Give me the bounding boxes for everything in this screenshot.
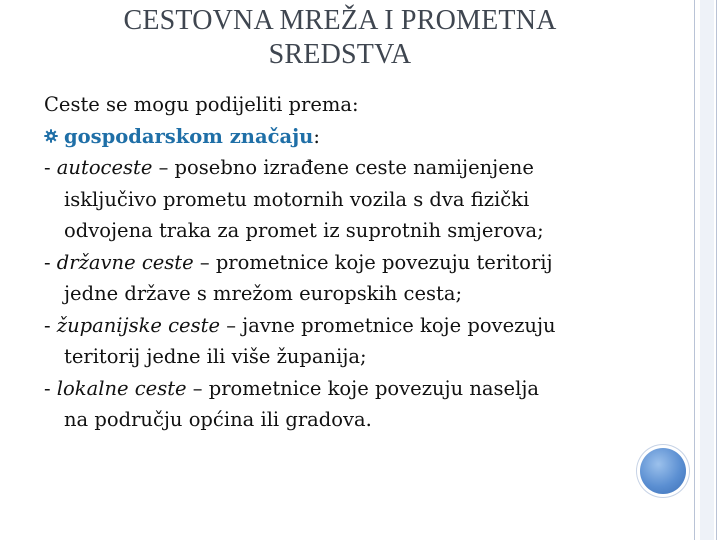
bullet-item	[44, 121, 644, 153]
slide-body	[44, 89, 644, 436]
right-margin-band	[700, 0, 714, 540]
item-dash: -	[44, 376, 57, 400]
item-text: – javne prometnice koje povezuju	[220, 313, 556, 337]
intro-text: Ceste se mogu podijeliti prema:	[44, 93, 359, 116]
list-item	[44, 152, 644, 184]
item-continuation: na području općina ili gradova.	[64, 408, 372, 431]
item-text: – prometnice koje povezuju teritorij	[193, 250, 553, 274]
item-dash: -	[44, 250, 57, 274]
slide-title	[40, 4, 640, 72]
item-continuation: jedne države s mrežom europskih cesta;	[64, 282, 463, 305]
bullet-label: gospodarskom značaju	[64, 124, 314, 148]
item-text: – prometnice koje povezuju naselja	[186, 376, 540, 400]
item-text: – posebno izrađene ceste namijenjene	[152, 156, 534, 179]
right-rule-line	[716, 0, 717, 540]
item-continuation: isključivo prometu motornih vozila s dva fizički	[64, 187, 530, 211]
title-line-1: CESTOVNA MREŽA I PROMETNA	[123, 5, 557, 36]
list-item	[44, 373, 644, 405]
right-rule-line	[694, 0, 695, 540]
item-continuation: odvojena traka za promet iz suprotnih smjerova;	[64, 219, 544, 242]
item-term: autoceste	[56, 156, 153, 179]
item-term: lokalne ceste	[56, 376, 187, 400]
title-line-2: SREDSTVA	[268, 39, 412, 70]
list-item	[44, 247, 644, 279]
gear-icon	[44, 129, 58, 143]
item-continuation: teritorij jedne ili više županija;	[64, 345, 367, 368]
item-term: državne ceste	[56, 250, 194, 274]
bullet-suffix: :	[313, 124, 320, 148]
item-term: županijske ceste	[56, 313, 220, 337]
item-dash: -	[44, 313, 57, 337]
decorative-circle	[640, 448, 686, 494]
item-dash: -	[44, 156, 57, 179]
list-item	[44, 310, 644, 342]
